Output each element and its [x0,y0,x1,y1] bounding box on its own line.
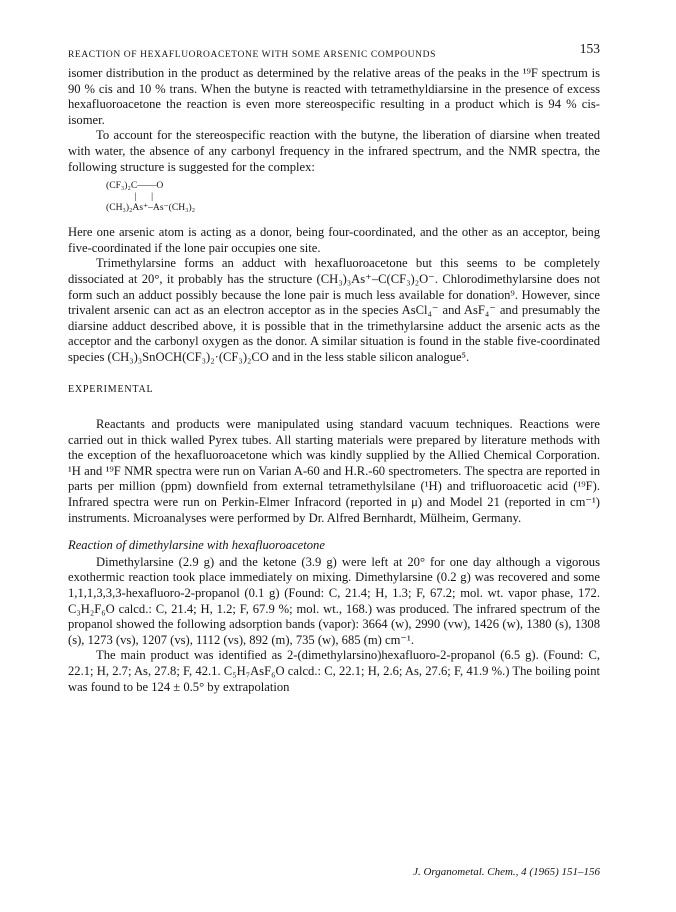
journal-citation: J. Organometal. Chem., 4 (1965) 151–156 [413,866,600,878]
structure-bonds: | | [106,191,154,203]
section-heading-experimental: EXPERIMENTAL [68,383,154,395]
paragraph-reaction-details: Dimethylarsine (2.9 g) and the ketone (3.9 g) were left at 20° for one day although a vigorous exothermic reaction took place immediately on mixing. Dimethylarsine (0.2 g) was recovered and some 1,1,1,3,3,3-hexafluoro-2-propanol (0.1 g) (Found: C, 21.4; H, 1.3; F, 67.2; mol. wt. vapor phase, 172. C₃H₂F₆O calcd.: C, 21.4; H, 1.2; F, 67.9 %; mol. wt., 168.) was produced. The infrared spectrum of the propanol showed the following adsorption bands (vapor): 3664 (w), 2990 (vw), 1426 (w), 1380 (s), 1308 (s), 1273 (vs), 1207 (vs), 1112 (vs), 892 (m), 735 (w), 685 (m) cm⁻¹. [68,554,600,647]
paragraph-structure-suggestion: To account for the stereospecific reaction with the butyne, the liberation of diarsine when treated with water, the absence of any carbonyl frequency in the infrared spectrum, and the NMR spectra, the following structure is suggested for the complex: [68,128,600,174]
subsection-heading: Reaction of dimethylarsine with hexafluoroacetone [68,538,325,553]
paragraph-trimethylarsine: Trimethylarsine forms an adduct with hexafluoroacetone but this seems to be completely dissociated at 20°, it probably has the structure (CH₃)₃As⁺–C(CF₃)₂O⁻. Chlorodimethylarsine does not form such an adduct possibly because the lone pair is much less available for donation⁹. However, since trivalent arsenic can act as an electron acceptor as in the species AsCl₄⁻ and AsF₄⁻ and presumably the diarsine adduct described above, it is possible that in the trimethylarsine adduct the arsenic acts as the acceptor and the carbonyl oxygen as the donor. A similar situation is found in the stable five-coordinated species (CH₃)₃SnOCH(CF₃)₂·(CF₃)₂CO and in the less stable silicon analogue⁵. [68,256,600,364]
running-title: REACTION OF HEXAFLUOROACETONE WITH SOME ARSENIC COMPOUNDS [68,50,436,60]
structure-line-1: (CF₃)₂C——O [106,180,164,192]
paragraph-main-product: The main product was identified as 2-(dimethylarsino)hexafluoro-2-propanol (6.5 g). (Found: C, 22.1; H, 2.7; As, 27.8; F, 42.1. C₅H₇AsF₆O calcd.: C, 22.1; H, 2.6; As, 27.6; F, 41.9 %.) The boiling point was found to be 124 ± 0.5° by extrapolation [68,648,600,694]
paragraph-methods: Reactants and products were manipulated using standard vacuum techniques. Reactions were carried out in thick walled Pyrex tubes. All starting materials were prepared by literature methods with the exception of the hexafluoroacetone which was kindly supplied by the Allied Chemical Corporation. ¹H and ¹⁹F NMR spectra were run on Varian A-60 and H.R.-60 spectrometers. The spectra are reported in parts per million (ppm) downfield from external tetramethylsilane (¹H) and trifluoroacetic acid (¹⁹F). Infrared spectra were run on Perkin-Elmer Infracord (reported in μ) and Model 21 (reported in cm⁻¹) instruments. Microanalyses were performed by Dr. Alfred Bernhardt, Mülheim, Germany. [68,417,600,525]
paragraph-donor-acceptor: Here one arsenic atom is acting as a donor, being four-coordinated, and the other as an acceptor, being five-coordinated if the lone pair occupies one site. [68,225,600,255]
structure-line-2: (CH₃)₂As⁺–As⁻(CH₃)₂ [106,202,196,214]
page-number: 153 [579,41,600,56]
body-text [68,66,600,695]
paragraph-isomer-distribution: isomer distribution in the product as determined by the relative areas of the peaks in the ¹⁹F spectrum is 90 % cis and 10 % trans. When the butyne is reacted with tetramethyldiarsine in the presence of excess hexafluoroacetone the reaction is even more stereospecific resulting in a product which is 94 % cis-isomer. [68,66,600,127]
chemical-structure [106,180,600,213]
running-head [68,41,600,62]
